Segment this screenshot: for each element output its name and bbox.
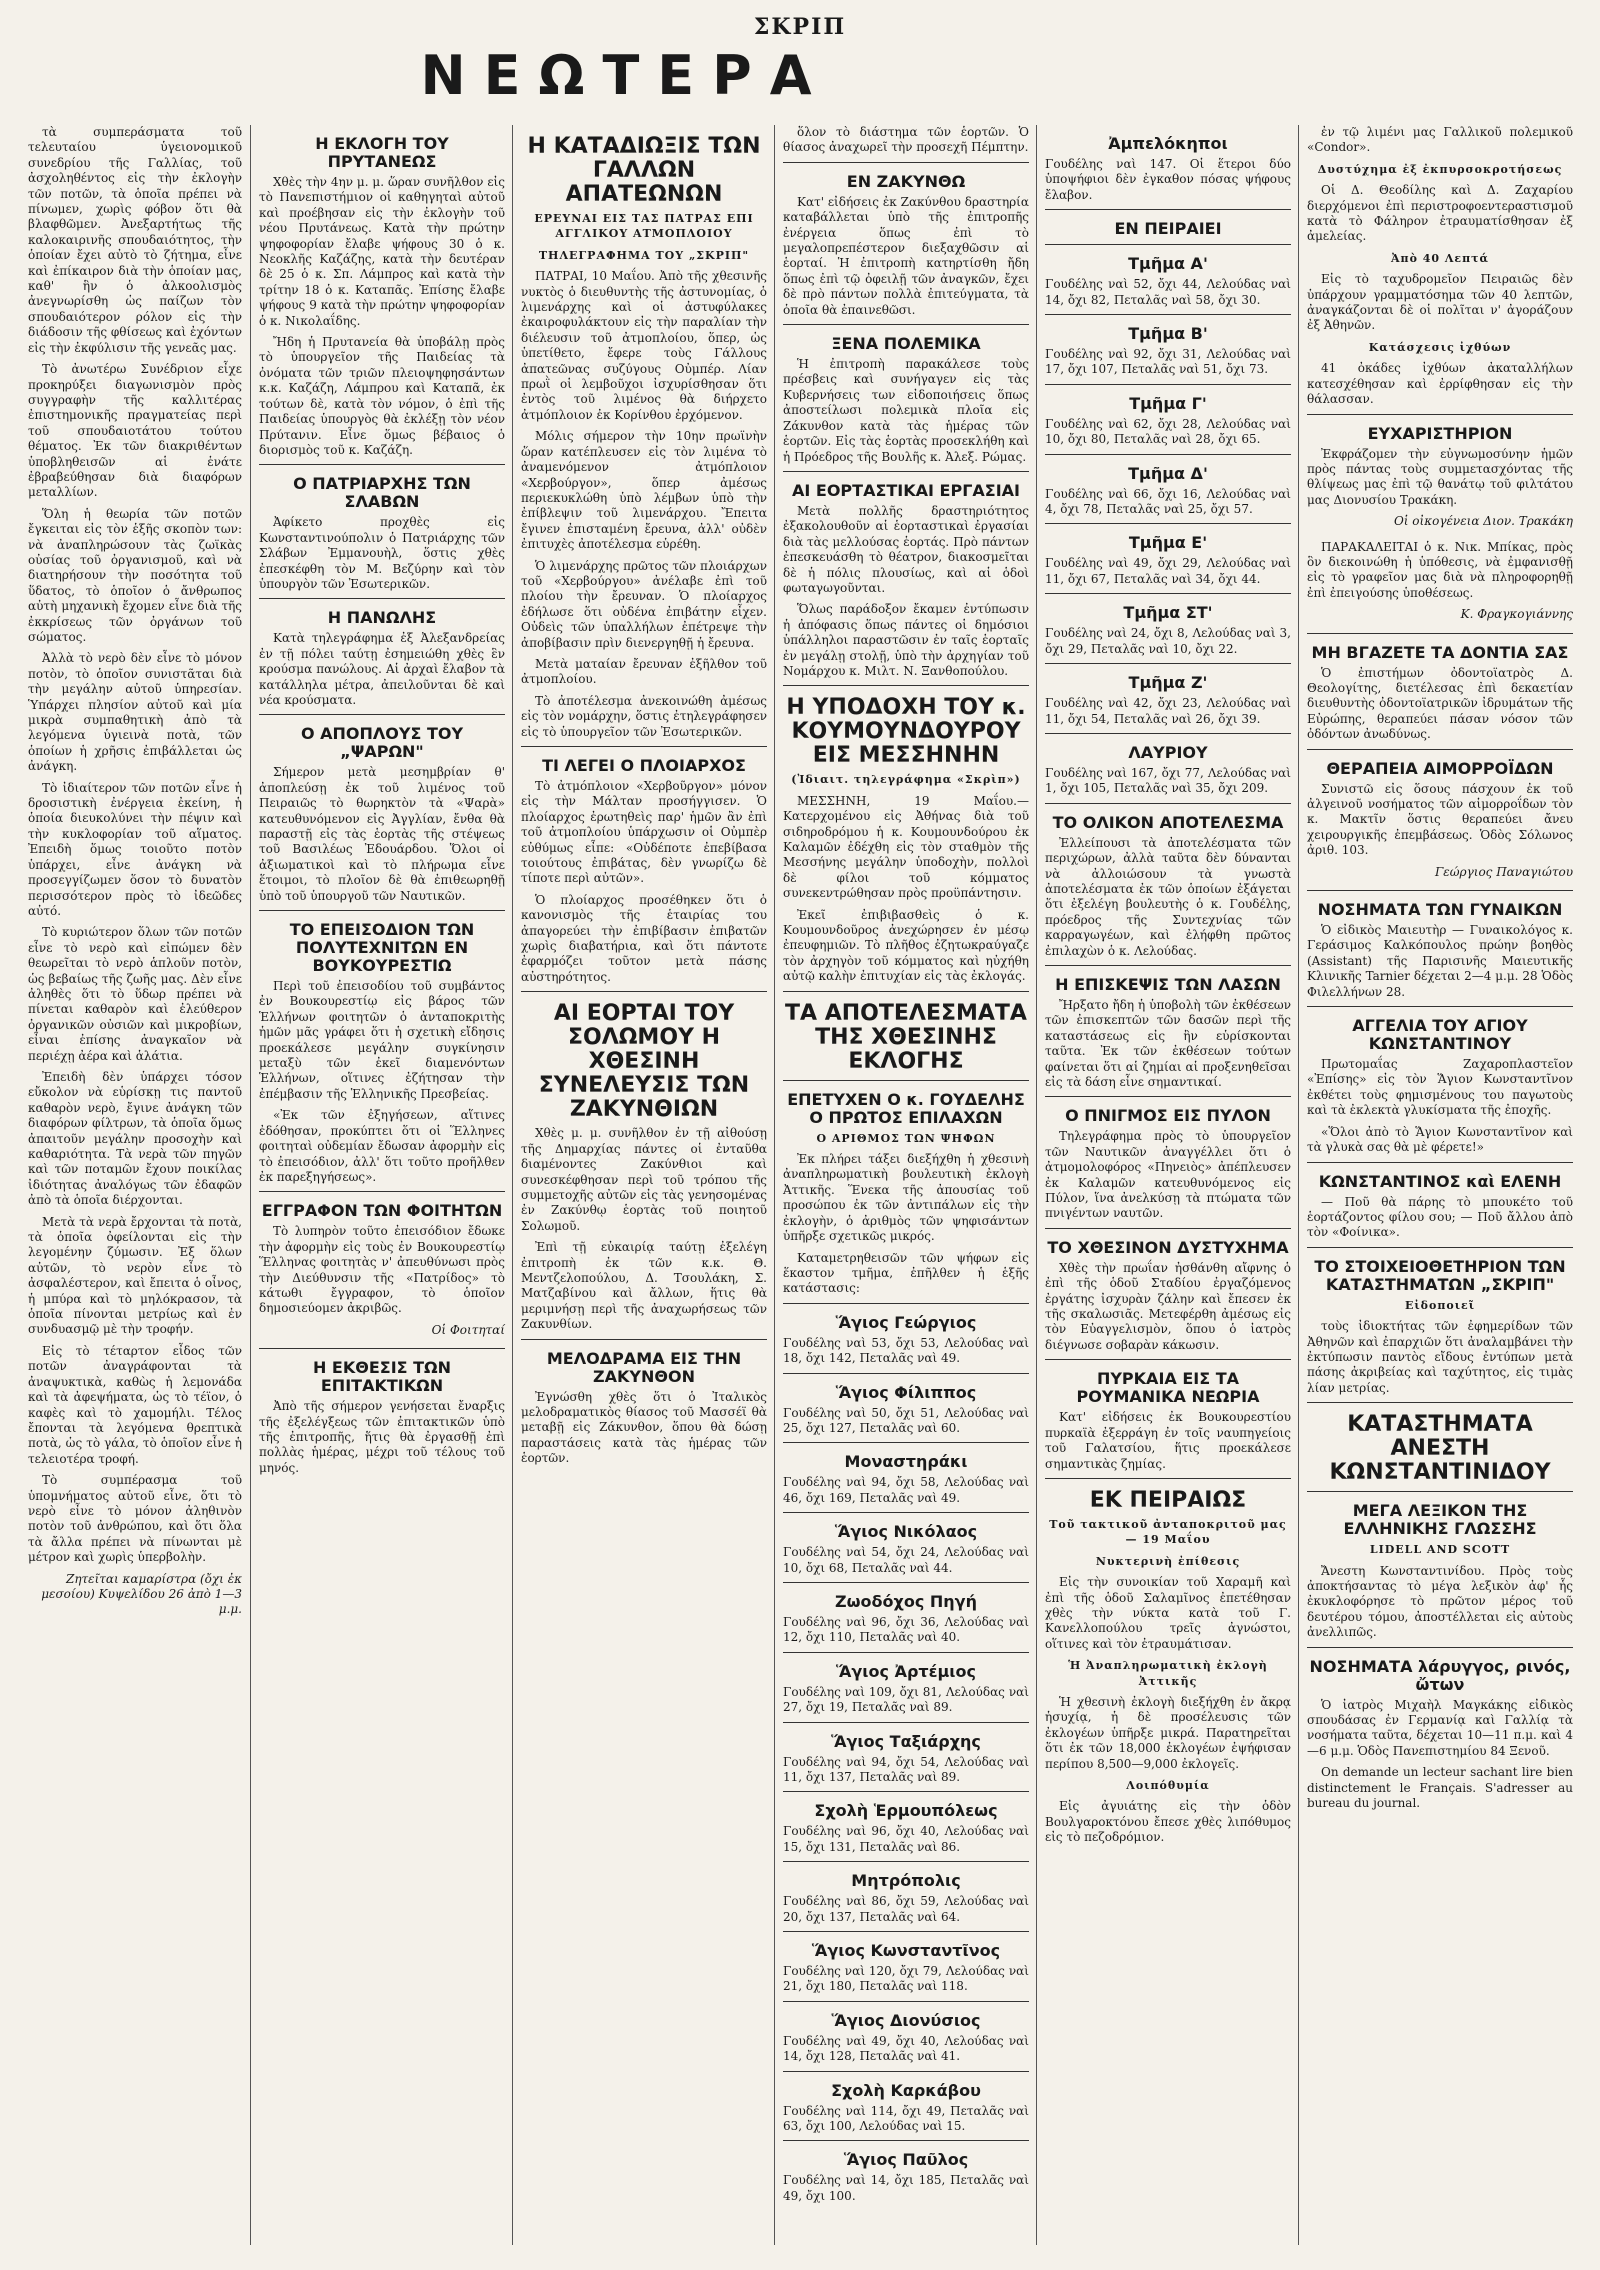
article-headline: Τμῆμα ΣΤ' <box>1123 603 1213 623</box>
article-headline: Τμῆμα Γ' <box>1129 393 1207 413</box>
paragraph: Ἡ χθεσινὴ ἐκλογὴ διεξήχθη ἐν ἄκρᾳ ἡσυχίᾳ, ἡ δὲ προσέλευσις τῶν ἐκλογέων ὑπῆρξε μικρά. Παρατηρεῖται ὅτι ἐκ τῶν 18,000 ἐκλογέων ἐψήφισαν περίπου 8,500—9,000 ἐκλογεῖς. <box>1045 1694 1291 1771</box>
divider <box>521 991 767 992</box>
paragraph: Τὸ λυπηρὸν τοῦτο ἐπεισόδιον ἔδωκε τὴν ἀφορμὴν εἰς τοὺς ἐν Βουκουρεστίῳ Ἕλληνας φοιτητὰς ν' ἀπευθύνωσι πρὸς τὴν Διεύθυνσιν τῆς «Πατρίδος» τὸ κάτωθι ἔγγραφον, τὸ ὁποῖον δημοσιεύομεν ἀκριβῶς. <box>259 1224 505 1316</box>
paragraph: Εἰς τὸ τέταρτον εἶδος τῶν ποτῶν ἀναγράφονται τὰ ἀναψυκτικὰ, καθὼς ἡ λεμονάδα καὶ τὰ ἀφεψήματα, ὡς τὸ τέϊον, ὁ καφὲς καὶ τὸ χαμομήλι. Τέλος ἔπονται τὰ λεγόμενα θρεπτικὰ ποτὰ, ὡς τὸ γάλα, τὸ ὁποῖον εἶνε ἡ τελειοτέρα τροφή. <box>28 1343 242 1466</box>
article-headline: ΤΟ ΣΤΟΙΧΕΙΟΘΕΤΗΡΙΟΝ ΤΩΝ ΚΑΤΑΣΤΗΜΑΤΩΝ „ΣΚΡΙΠ" <box>1314 1256 1566 1294</box>
paragraph: ἐν τῷ λιμένι μας Γαλλικοῦ πολεμικοῦ «Condor». <box>1307 125 1573 155</box>
paragraph: Ὅλως παράδοξον ἔκαμεν ἐντύπωσιν ἡ ἀπόφασις ὅπως πάντες οἱ δημόσιοι ὑπάλληλοι παραστῶσιν ἐν ταῖς ἑορταῖς ἐν μεγάλῃ στολῇ, ὑπὸ τὴν ἀρχηγίαν τοῦ Νομάρχου κ. Μιλτ. Ν. Ξανθοπούλου. <box>783 602 1029 678</box>
divider <box>1307 1247 1573 1248</box>
result-line: Γουδέλης ναὶ 14, ὄχι 185, Πεταλᾶς ναὶ 49, ὄχι 100. <box>783 2173 1029 2203</box>
article-headline: Η ΚΑΤΑΔΙΩΞΙΣ ΤΩΝ ΓΑΛΛΩΝ ΑΠΑΤΕΩΝΩΝ <box>527 134 761 207</box>
paragraph: Ἐπειδὴ δὲν ὑπάρχει τόσον εὔκολον νὰ εὑρίσκῃ τις παντοῦ καθαρὸν νερὸ, ἔγινε ἀνάγκη τῶν διαφόρων φίλτρων, τὰ ὁποῖα ὅμως ἀπαιτοῦν μεγάλην προσοχὴν καὶ καθαριότητα. Τὰ νερὰ τῶν πηγῶν καὶ τῶν ποταμῶν ἔχουν ποικίλας ἰδιότητας ἀναλόγως τῶν ἐδαφῶν ἀπὸ τὰ ὁποῖα διέρχονται. <box>28 1069 242 1208</box>
paragraph: Ἐκφράζομεν τὴν εὐγνωμοσύνην ἡμῶν πρὸς πάντας τοὺς συμμετασχόντας τῆς θλίψεως μας ἐπὶ τῷ θανάτῳ τοῦ φιλτάτου μας Διονυσίου Τρακάκη. <box>1307 446 1573 507</box>
paragraph: Τηλεγράφημα πρὸς τὸ ὑπουργεῖον τῶν Ναυτικῶν ἀναγγέλλει ὅτι ὁ ἀτμομολοφόρος «Πηνειὸς» ἀπέπλευσεν ἐκ Καλαμῶν κατευθυνόμενος εἰς Πύλον, ἵνα ἀνελκύσῃ τὰ πτώματα τῶν πνιγέντων ναυτῶν. <box>1045 1129 1291 1221</box>
paragraph: ὅλον τὸ διάστημα τῶν ἑορτῶν. Ὁ θίασος ἀναχωρεῖ τὴν προσεχῆ Πέμπτην. <box>783 125 1029 155</box>
paragraph: Πρωτομαΐας Ζαχαροπλαστεῖον «Ἐπίσης» εἰς τὸν Ἅγιον Κωνσταντῖνον ἐκθέτει τοὺς φημισμένους του παγωτοὺς καὶ τὰ ἐκλεκτὰ γλυκίσματα τῆς ἐποχῆς. <box>1307 1057 1573 1118</box>
subheadline: ΤΗΛΕΓΡΑΦΗΜΑ ΤΟΥ „ΣΚΡΙΠ" <box>538 248 750 262</box>
result-line: Γουδέλης ναὶ 114, ὄχι 49, Πεταλᾶς ναὶ 63, ὄχι 100, Λελούδας ναὶ 15. <box>783 2103 1029 2134</box>
divider <box>1307 1491 1573 1492</box>
divider <box>1307 749 1573 750</box>
column-5 <box>1036 125 1299 2245</box>
result-line: Γουδέλης ναὶ 109, ὄχι 81, Λελούδας ναὶ 27, ὄχι 19, Πεταλᾶς ναὶ 89. <box>783 1684 1029 1715</box>
article-headline: Τμῆμα Ε' <box>1128 533 1208 553</box>
divider <box>1045 733 1291 734</box>
paragraph: Ἐγνώσθη χθὲς ὅτι ὁ Ἰταλικὸς μελοδραματικὸς θίασος τοῦ Μασσέϊ θὰ μεταβῇ εἰς Ζάκυνθον, ὅπου θὰ δώσῃ παραστάσεις κατὰ τὰς ἡμέρας τῶν ἑορτῶν. <box>521 1389 767 1466</box>
column-2 <box>250 125 513 2245</box>
result-line: Γουδέλης ναὶ 92, ὄχι 31, Λελούδας ναὶ 17, ὄχι 107, Πεταλᾶς ναὶ 51, ὄχι 73. <box>1045 347 1291 377</box>
article-headline: ΜΕΓΑ ΛΕΞΙΚΟΝ ΤΗΣ ΕΛΛΗΝΙΚΗΣ ΓΛΩΣΣΗΣ <box>1343 1501 1537 1539</box>
paragraph: Ἀλλὰ τὸ νερὸ δὲν εἶνε τὸ μόνον ποτὸν, τὸ ὁποῖον συνιστᾶται διὰ τὴν μεγάλην αὐτοῦ ὑπηρεσίαν. Ὑπάρχει πλησίον αὐτοῦ καὶ μία μικρὰ συμπαθητικὴ ἀπὸ τὰ λεγόμενα ὑγιεινὰ ποτὰ, τῶν ὁποίων ἡ χρῆσις ἐπιβάλλεται ὡς ἀνάγκη. <box>28 651 242 774</box>
article-headline: ΤΟ ΕΠΕΙΣΟΔΙΟΝ ΤΩΝ ΠΟΛΥΤΕΧΝΙΤΩΝ ΕΝ ΒΟΥΚΟΥΡΕΣΤΙΩ <box>289 920 475 976</box>
article-headline: Μοναστηράκι <box>844 1452 968 1472</box>
divider <box>1045 1478 1291 1479</box>
paragraph: Ἐκ πλήρει τάξει διεξήχθη ἡ χθεσινὴ ἀναπληρωματικὴ βουλευτικὴ ἐκλογὴ Ἀττικῆς. Ἕνεκα τῆς ἀπουσίας τοῦ προσώπου ἐκ τῶν ἀντιπάλων εἰς τὴν ἐκλογὴν, ὁ ἀριθμὸς τῶν ψηφισάντων ὑπῆρξε σχετικῶς μικρός. <box>783 1152 1029 1244</box>
paragraph: Ἄνεστη Κωνσταντινίδου. Πρὸς τοὺς ἀποκτήσαντας τὸ μέγα λεξικὸν ἀφ' ἧς ἐκυκλοφόρησε τὸ πρῶτον μέρος τοῦ δευτέρου τόμου, ἀποστέλλεται εἰς αὐτοὺς ἀνελλιπῶς. <box>1307 1563 1573 1640</box>
article-headline: Μητρόπολις <box>851 1871 961 1891</box>
paragraph: Ἐπὶ τῇ εὐκαιρίᾳ ταύτῃ ἐξελέγη ἐπιτροπὴ ἐκ τῶν κ.κ. Θ. Μεντζελοπούλου, Δ. Τσουλάκη, Σ. Ματζαβίνου καὶ ἄλλων, ἥτις θὰ μεριμνήσῃ περὶ τῆς ἀναχωρήσεως τῶν Ζακυνθίων. <box>521 1240 767 1332</box>
divider <box>783 1931 1029 1932</box>
signature-line: Κ. Φραγκογιάννης <box>1460 607 1573 622</box>
running-title: ΣΚΡΙΠ <box>753 14 847 40</box>
paragraph: Τὸ συμπέρασμα τοῦ ὑπομνήματος αὐτοῦ εἶνε, ὅτι τὸ νερὸ εἶνε τὸ μόνον ἀληθινὸν ποτὸν τοῦ ἀνθρώπου, καὶ ὅτι ὅλα τὰ ἄλλα πρέπει νὰ πίνωνται μὲ μέτρον καὶ χωρὶς ὑπερβολὴν. <box>28 1473 242 1565</box>
article-headline: ΑΓΓΕΛΙΑ ΤΟΥ ΑΓΙΟΥ ΚΩΝΣΤΑΝΤΙΝΟΥ <box>1352 1016 1528 1054</box>
paragraph: Εἰς ἀγυιάτης εἰς τὴν ὁδὸν Βουλγαροκτόνου ἔπεσε χθὲς λιπόθυμος εἰς τὸ πεζοδρόμιον. <box>1045 1799 1291 1845</box>
article-headline: Ἀμπελόκηποι <box>1108 134 1228 153</box>
signature-line: Οἱ Φοιτηταί <box>431 1322 505 1337</box>
result-line: Γουδέλης ναὶ 66, ὄχι 16, Λελούδας ναὶ 4, ὄχι 78, Πεταλᾶς ναὶ 25, ὄχι 57. <box>1045 486 1291 517</box>
result-line: Γουδέλης ναὶ 94, ὄχι 58, Λελούδας ναὶ 46, ὄχι 169, Πεταλᾶς ναὶ 49. <box>783 1475 1029 1505</box>
divider <box>1045 965 1291 966</box>
article-headline: ΤΟ ΧΘΕΣΙΝΟΝ ΔΥΣΤΥΧΗΜΑ <box>1047 1237 1289 1257</box>
article-headline: Σχολὴ Καρκάβου <box>831 2080 981 2100</box>
subheadline: Νυκτερινὴ ἐπίθεσις <box>1095 1554 1241 1568</box>
article-headline: Τμῆμα Δ' <box>1128 463 1208 483</box>
article-headline: Η ΕΚΘΕΣΙΣ ΤΩΝ ΕΠΙΤΑΚΤΙΚΩΝ <box>312 1358 452 1396</box>
subheadline: (Ἰδιαιτ. τηλεγράφημα «Σκρὶπ») <box>791 773 1021 787</box>
paragraph: Ἡ ἐπιτροπὴ παρακάλεσε τοὺς πρέσβεις καὶ συνήγαγεν εἰς τὰς Κυβερνήσεις των εἰδοποιήσεις ὅπως ἀποστείλωσι πολεμικὰ πλοῖα εἰς Ζάκυνθον κατὰ τὰς ἡμέρας τῶν ἑορτῶν. Εἰς τὰς ἑορτὰς προσεκλήθη καὶ ἡ Πρόεδρος τῆς Βουλῆς κ. Ἀλεξ. Ρώμας. <box>783 357 1029 464</box>
divider <box>1045 1359 1291 1360</box>
article-headline: Ο ΠΝΙΓΜΟΣ ΕΙΣ ΠΥΛΟΝ <box>1065 1106 1271 1126</box>
column-6 <box>1298 125 1581 2245</box>
divider <box>783 1303 1029 1304</box>
paragraph: On demande un lecteur sachant lire bien distinctement le Français. S'adresser au bureau du journal. <box>1307 1765 1573 1811</box>
column-1 <box>20 125 250 2245</box>
article-headline: Η ΕΠΙΣΚΕΨΙΣ ΤΩΝ ΛΑΣΩΝ <box>1055 974 1281 994</box>
paragraph: Τὸ ἰδιαίτερον τῶν ποτῶν εἶνε ἡ δροσιστικὴ ἐνέργεια ἐκείνη, ἡ ὁποία διευκολύνει τὴν πέψιν καὶ τὴν κυκλοφορίαν τοῦ αἵματος. Ἐπειδὴ ὅμως τοιοῦτο ποτὸν ὑπάρχει, εἶνε ἀνάγκη νὰ προσεγγίζωμεν ὅσον τὸ δυνατὸν περισσότερον πρὸς τὸ ἰδεῶδες αὐτό. <box>28 780 242 918</box>
column-4 <box>774 125 1037 2245</box>
paragraph: Ἀπὸ τῆς σήμερον γενήσεται ἔναρξις τῆς ἐξελέγξεως τῶν ἐπιτακτικῶν ὑπὸ τῆς ἐπιτροπῆς, ἥτις θὰ ἐργασθῇ ἐπὶ πολλὰς ἡμέρας, μέχρι τοῦ τέλους τοῦ μηνός. <box>259 1399 505 1475</box>
subheadline: Δυστύχημα ἐξ ἐκπυρσοκροτήσεως <box>1317 162 1563 176</box>
paragraph: Καταμετρηθεισῶν τῶν ψήφων εἰς ἕκαστον τμῆμα, ἐπῆλθεν ἡ ἑξῆς κατάστασις: <box>783 1250 1029 1296</box>
result-line: Γουδέλης ναὶ 86, ὄχι 59, Λελούδας ναὶ 20, ὄχι 137, Πεταλᾶς ναὶ 64. <box>783 1894 1029 1924</box>
result-line: Γουδέλης ναὶ 62, ὄχι 28, Λελούδας ναὶ 10, ὄχι 80, Πεταλᾶς ναὶ 28, ὄχι 65. <box>1045 416 1291 447</box>
paragraph: Μετὰ πολλῆς δραστηριότητος ἐξακολουθοῦν αἱ ἑορταστικαὶ ἐργασίαι διὰ τὰς μελλούσας ἑορτάς. Πρὸ πάντων ἐπεσκευάσθη τὸ θέατρον, διακοσμεῖται δὲ ἡ πόλις πλουσίως, καὶ αἱ ὁδοὶ φωταγωγοῦνται. <box>783 503 1029 595</box>
divider <box>1045 593 1291 594</box>
divider <box>783 685 1029 686</box>
article-headline: ΝΟΣΗΜΑΤΑ ΤΩΝ ΓΥΝΑΙΚΩΝ <box>1317 900 1563 920</box>
paragraph: ΠΑΡΑΚΑΛΕΙΤΑΙ ὁ κ. Νικ. Μπίκας, πρὸς ὃν διεκοινώθη ἡ ὑπόθεσις, νὰ ἐμφανισθῇ εἰς τὸ γραφεῖον μας διὰ νὰ πληροφορηθῇ ἐπὶ ἐπειγούσης ὑποθέσεως. <box>1307 539 1573 600</box>
result-line: Γουδέλης ναὶ 24, ὄχι 8, Λελούδας ναὶ 3, ὄχι 29, Πεταλᾶς ναὶ 10, ὄχι 22. <box>1045 626 1291 656</box>
article-headline: ΤΑ ΑΠΟΤΕΛΕΣΜΑΤΑ ΤΗΣ ΧΘΕΣΙΝΗΣ ΕΚΛΟΓΗΣ <box>785 1000 1027 1074</box>
paragraph: Μόλις σήμερον τὴν 10ην πρωϊνὴν ὥραν κατέπλευσεν εἰς τὸν λιμένα τὸ ἀναμενόμενον ἀτμόπλοιον «Χερβούργον», ὅπερ ἀμέσως περιεκυκλώθη ὑπὸ λέμβων ὑπὸ τὴν ἐπίβλεψιν τοῦ λιμενάρχου. Ἔπειτα ἔγινεν ἐπισταμένη ἔρευνα, ἀλλ' οὐδὲν ἐπιτυχὲς ἀποτέλεσμα εὑρέθη. <box>521 429 767 552</box>
article-headline: Ἅγιος Κωνσταντῖνος <box>811 1941 1001 1961</box>
subheadline: Τοῦ τακτικοῦ ἀνταποκριτοῦ μας — 19 Μαΐου <box>1049 1517 1287 1547</box>
divider <box>783 1373 1029 1374</box>
signature-line: Γεώργιος Παναγιώτου <box>1434 864 1573 879</box>
article-headline: ΤΙ ΛΕΓΕΙ Ο ΠΛΟΙΑΡΧΟΣ <box>542 756 746 775</box>
article-headline: ΕΥΧΑΡΙΣΤΗΡΙΟΝ <box>1367 423 1513 443</box>
article-headline: ΞΕΝΑ ΠΟΛΕΜΙΚΑ <box>831 334 981 354</box>
paragraph: Ἀφίκετο προχθὲς εἰς Κωνσταντινούπολιν ὁ Πατριάρχης τῶν Σλάβων Ἐμμανουὴλ, ὅστις χθὲς ἐπεσκέφθη τὸν Μ. Βεζύρην καὶ τὸν ὑπουργὸν τῶν Ἐσωτερικῶν. <box>259 515 505 591</box>
article-headline: ΕΓΓΡΑΦΟΝ ΤΩΝ ΦΟΙΤΗΤΩΝ <box>261 1201 503 1221</box>
paragraph: Ἐκεῖ ἐπιβιβασθεὶς ὁ κ. Κουμουνδοῦρος ἀνεχώρησεν ἐν μέσῳ ἐπευφημιῶν. Τὸ πλῆθος ἐζητωκραύγαζε τὸν ἀρχηγὸν τοῦ κόμματος καὶ ηὐχήθη αὐτῷ καλὴν ἐπιτυχίαν εἰς τὰς ἐκλογάς. <box>783 907 1029 984</box>
divider <box>783 1722 1029 1723</box>
article-headline: Ζωοδόχος Πηγή <box>835 1591 977 1611</box>
divider <box>1045 314 1291 315</box>
article-headline: Τμῆμα Ζ' <box>1128 673 1208 693</box>
divider <box>783 991 1029 992</box>
article-headline: ΚΑΤΑΣΤΗΜΑΤΑ ΑΝΕΣΤΗ ΚΩΝΣΤΑΝΤΙΝΙΔΟΥ <box>1329 1412 1551 1486</box>
divider <box>783 2140 1029 2141</box>
subheadline: Ἀπὸ 40 Λεπτά <box>1390 251 1490 265</box>
divider <box>783 1582 1029 1583</box>
result-line: Γουδέλης ναὶ 49, ὄχι 40, Λελούδας ναὶ 14, ὄχι 128, Πεταλᾶς ναὶ 41. <box>783 2033 1029 2064</box>
article-headline: ΕΝ ΠΕΙΡΑΙΕΙ <box>1114 219 1222 239</box>
result-line: Γουδέλης ναὶ 54, ὄχι 24, Λελούδας ναὶ 10, ὄχι 68, Πεταλᾶς ναὶ 44. <box>783 1545 1029 1575</box>
paragraph: Ὁ εἰδικὸς Μαιευτὴρ — Γυναικολόγος κ. Γεράσιμος Καλκόπουλος πρώην βοηθὸς (Assistant) τῆς Παρισινῆς Μαιευτικῆς Κλινικῆς Tarnier δέχεται 2—4 μ.μ. 28 Ὁδὸς Φιλελλήνων 28. <box>1307 923 1573 999</box>
divider <box>1307 633 1573 634</box>
signature-line: Οἱ οἰκογένεια Διον. Τρακάκη <box>1393 514 1573 529</box>
article-headline: Ἅγιος Διονύσιος <box>831 2010 981 2030</box>
divider <box>521 746 767 747</box>
divider <box>1045 384 1291 385</box>
result-line: Γουδέλης ναὶ 42, ὄχι 23, Λελούδας ναὶ 11, ὄχι 54, Πεταλᾶς ναὶ 26, ὄχι 39. <box>1045 696 1291 726</box>
paragraph: Ὅλη ἡ θεωρία τῶν ποτῶν ἔγκειται εἰς τὸν ἑξῆς σκοπὸν των: νὰ ἀναπληρώσουν τὰς ζωϊκὰς οὐσίας τοῦ ὀργανισμοῦ, καὶ νὰ διατηρήσουν τὴν ποσότητα τοῦ ὕδατος, τὸ ὁποῖον ὁ ἄνθρωπος αὐτὴ μηχανικὴ ἔχομεν εἶνε διὰ τῆς ἐκκρίσεως τῶν ὀργάνων τοῦ σώματος. <box>28 506 242 644</box>
article-headline: Ἅγιος Γεώργιος <box>835 1312 977 1332</box>
article-headline: ΜΗ ΒΓΑΖΕΤΕ ΤΑ ΔΟΝΤΙΑ ΣΑΣ <box>1311 642 1569 662</box>
divider <box>1307 1402 1573 1403</box>
paragraph: Χθὲς τὴν πρωΐαν ἠσθάνθη αἴφνης ὁ ἐπὶ τῆς ὁδοῦ Σταδίου ἐργαζόμενος ἐργάτης ἰσχυρὰν ζάλην καὶ ἔπεσεν ἐκ τῆς σκαλωσιᾶς. Μετεφέρθη ἀμέσως εἰς τὸν Εὐαγγελισμὸν, ὅπου ὁ ἰατρὸς διέγνωσε σοβαρὰν κάκωσιν. <box>1045 1260 1291 1352</box>
result-line: Γουδέλης ναὶ 50, ὄχι 51, Λελούδας ναὶ 25, ὄχι 127, Πεταλᾶς ναὶ 60. <box>783 1405 1029 1435</box>
subheadline: Ο ΑΡΙΘΜΟΣ ΤΩΝ ΨΗΦΩΝ <box>816 1131 996 1145</box>
paragraph: Χθὲς τὴν 4ην μ. μ. ὥραν συνῆλθον εἰς τὸ Πανεπιστήμιον οἱ καθηγηταὶ αὐτοῦ καὶ προέβησαν εἰς τὴν ἐκλογὴν τοῦ νέου Πρυτάνεως. Κατὰ τὴν πρώτην ψηφοφορίαν ἔλαβε ψήφους 30 ὁ κ. Νεοκλῆς Καζάζης, κατὰ τὴν δευτέραν δὲ 25 ὁ κ. Σπ. Λάμπρος καὶ κατὰ τὴν τρίτην 18 ὁ κ. Καταπᾶς. Ἐπίσης ἔλαβε ψήφους 9 κατὰ τὴν πρώτην ψηφοφορίαν ὁ κ. Νικολαΐδης. <box>259 175 505 328</box>
article-headline: Τμῆμα Α' <box>1128 254 1208 274</box>
article-headline: ΤΟ ΟΛΙΚΟΝ ΑΠΟΤΕΛΕΣΜΑ <box>1052 812 1284 832</box>
article-headline: ΕΝ ΖΑΚΥΝΘΩ <box>846 171 966 191</box>
article-headline: Ἅγιος Παῦλος <box>843 2150 969 2170</box>
article-headline: Η ΥΠΟΔΟΧΗ ΤΟΥ κ. ΚΟΥΜΟΥΝΔΟΥΡΟΥ ΕΙΣ ΜΕΣΣΗΝΗΝ <box>786 695 1026 769</box>
paragraph: — Ποῦ θὰ πάρης τὸ μπουκέτο τοῦ ἑορτάζοντος φίλου σου; — Ποῦ ἄλλου ἀπὸ τὸν «Φοίνικα». <box>1307 1194 1573 1240</box>
result-line: Γουδέλης ναὶ 52, ὄχι 44, Λελούδας ναὶ 14, ὄχι 82, Πεταλᾶς ναὶ 58, ὄχι 30. <box>1045 277 1291 307</box>
divider <box>259 464 505 465</box>
divider <box>783 162 1029 163</box>
article-headline: Σχολὴ Ἑρμουπόλεως <box>814 1801 998 1821</box>
article-headline: Ο ΑΠΟΠΛΟΥΣ ΤΟΥ „ΨΑΡΩΝ" <box>300 724 464 762</box>
divider <box>1307 1162 1573 1163</box>
divider <box>783 2001 1029 2002</box>
divider <box>1045 209 1291 210</box>
paragraph: Τὸ ἀποτέλεσμα ἀνεκοινώθη ἀμέσως εἰς τὸν νομάρχην, ὅστις ἐτηλεγράφησεν εἰς τὸ ὑπουργεῖον τῶν Ἐσωτερικῶν. <box>521 693 767 739</box>
result-line: Γουδέλης ναὶ 53, ὄχι 53, Λελούδας ναὶ 18, ὄχι 142, Πεταλᾶς ναὶ 49. <box>783 1335 1029 1366</box>
column-3 <box>512 125 775 2245</box>
paragraph: Κατ' εἰδήσεις ἐκ Βουκουρεστίου πυρκαϊὰ ἐξερράγη ἐν τοῖς ναυπηγείοις τοῦ Γαλατσίου, ἥτις προεκάλεσε σημαντικὰς ζημίας. <box>1045 1410 1291 1471</box>
paragraph: Κατ' εἰδήσεις ἐκ Ζακύνθου δραστηρία καταβάλλεται ὑπὸ τῆς ἐπιτροπῆς ἐνέργεια ὅπως ἐπὶ τὸ μεγαλοπρεπέστερον διεξαχθῶσιν αἱ ἑορταί. Ἡ ἐπιτροπὴ κατηρτίσθη ἤδη ὅπως ἐπὶ τῷ ὀφειλῇ τῶν ἀναγκῶν, ἔχει δὲ πρὸ πάντων πολλὰ ἐπιτεύγματα, τὰ ὁποῖα θὰ ἐπαινεθῶσι. <box>783 194 1029 317</box>
article-headline: ΛΑΥΡΙΟΥ <box>1128 742 1208 762</box>
result-line: Γουδέλης ναὶ 94, ὄχι 54, Λελούδας ναὶ 11, ὄχι 137, Πεταλᾶς ναὶ 89. <box>783 1754 1029 1784</box>
article-headline: ΑΙ ΕΟΡΤΑΙ ΤΟΥ ΣΟΛΩΜΟΥ Η ΧΘΕΣΙΝΗ ΣΥΝΕΛΕΥΣΙΣ ΤΩΝ ΖΑΚΥΝΘΙΩΝ <box>538 1001 750 1123</box>
divider <box>1307 1647 1573 1648</box>
article-headline: Ἅγιος Νικόλαος <box>834 1522 978 1542</box>
article-headline: ΝΟΣΗΜΑΤΑ λάρυγγος, ρινός, ὤτων <box>1309 1656 1571 1694</box>
divider <box>259 714 505 715</box>
paragraph: Ὁ λιμενάρχης πρῶτος τῶν πλοιάρχων τοῦ «Χερβούργου» ἀνέλαβε ἐπὶ τοῦ πλοίου τὴν ἔρευναν. Ὁ πλοίαρχος ἐδήλωσε ὅτι οὐδένα ἐπιβάτην εἶχεν. Οὐδεὶς τῶν ὑπαλλήλων ἐπέτρεψε τὴν ἀποβίβασιν πρὶν διενεργηθῇ ἡ ἔρευνα. <box>521 558 767 650</box>
divider <box>1045 1228 1291 1229</box>
paragraph: τὰ συμπεράσματα τοῦ τελευταίου ὑγειονομικοῦ συνεδρίου τῆς Γαλλίας, τοῦ ἀσχοληθέντος εἰς τὴν ἐκλογὴν τῶν ποτῶν, τὰ ὁποῖα πρέπει νὰ πίνωμεν, χωρὶς φόβον ὅτι θὰ βλαφθῶμεν. Ἀνεξαρτήτως τῆς καλοκαιρινῆς σπουδαιότητος, τὴν ὁποίαν ἔχει αὐτὸ τὸ ζήτημα, εἶνε καὶ ἐπίκαιρον διὰ τὴν ὁποίαν μας, καθ' ἣν ὁ ἀλκοολισμὸς ἀνεγνωρίσθη ὡς παίζων τὸν σπουδαιότερον ρόλον εἰς τὴν διάδοσιν τῆς φθίσεως καὶ ἐχόντων εἰς τὴν ἐκφύλισιν τῆς γενεᾶς μας. <box>28 125 242 355</box>
paragraph: Ὁ πλοίαρχος προσέθηκεν ὅτι ὁ κανονισμὸς τῆς ἑταιρίας του ἀπαγορεύει τὴν ἐπιβίβασιν ἐπιβατῶν χωρὶς διαβατήρια, καὶ ὅτι πάντοτε ἐφαρμόζει τοῦτον μετὰ πάσης αὐστηρότητος. <box>521 892 767 984</box>
paragraph: ΜΕΣΣΗΝΗ, 19 Μαΐου.—Κατερχομένου εἰς Ἀθήνας διὰ τοῦ σιδηροδρόμου ἡ κ. Κουμουνδούρου ἐκ Καλαμῶν ἐδέχθη εἰς τὸν σταθμὸν τῆς Μεσσήνης μεγάλην ὑποδοχὴν, πολλοὶ δὲ φίλοι τοῦ κόμματος συνεκεντρώθησαν πρὸς προϋπάντησιν. <box>783 793 1029 901</box>
paragraph: ΠΑΤΡΑΙ, 10 Μαΐου. Ἀπὸ τῆς χθεσινῆς νυκτὸς ὁ διευθυντὴς τῆς ἀστυνομίας, ὁ λιμενάρχης καὶ οἱ ἀστυφύλακες ἐκαιροφυλάκτουν εἰς τὴν παραλίαν τὴν διέλευσιν τοῦ ἀτμοπλοίου, ὅπερ, ὡς ὑπετίθετο, ἔφερε τοὺς Γάλλους ἀπατεῶνας συζύγους Οὐμπέρ. Λίαν πρωῒ οἱ λεμβοῦχοι ἰσχυρίσθησαν ὅτι ἐντὸς τοῦ λιμένος θὰ διήρχετο ἀτμόπλοιον ἐκ Κορίνθου ἐρχόμενον. <box>521 269 767 422</box>
result-line: Γουδέλης ναὶ 167, ὄχι 77, Λελούδας ναὶ 1, ὄχι 105, Πεταλᾶς ναὶ 35, ὄχι 209. <box>1045 765 1291 796</box>
divider <box>1307 1006 1573 1007</box>
divider <box>783 1512 1029 1513</box>
divider <box>783 2071 1029 2072</box>
paragraph: Μετὰ ματαίαν ἔρευναν ἐξῆλθον τοῦ ἀτμοπλοίου. <box>521 656 767 687</box>
article-headline: ΚΩΝΣΤΑΝΤΙΝΟΣ καὶ ΕΛΕΝΗ <box>1318 1171 1562 1191</box>
paragraph: Εἰς τὸ ταχυδρομεῖον Πειραιῶς δὲν ὑπάρχουν γραμματόσημα τῶν 40 λεπτῶν, ἀναγκάζονται δὲ οἱ πολῖται ν' ἀγοράζουν ἐξ Ἀθηνῶν. <box>1307 272 1573 333</box>
result-line: Γουδέλης ναὶ 147. Οἱ ἕτεροι δύο ὑποψήφιοι δὲν ἐγκαθον πόσας ψήφους ἔλαβον. <box>1045 157 1291 202</box>
subheadline: Κατάσχεσις ἰχθύων <box>1368 340 1512 354</box>
paragraph: Περὶ τοῦ ἐπεισοδίου τοῦ συμβάντος ἐν Βουκουρεστίῳ εἰς βάρος τῶν Ἑλλήνων φοιτητῶν ὁ ἀνταποκριτὴς ἡμῶν μᾶς γράφει ὅτι ἡ σχετικὴ εἴδησις προεκάλεσε μεγάλην συγκίνησιν μεταξὺ τῶν ἐκεῖ διαμενόντων Ἑλλήνων, οἵτινες ἐζήτησαν τὴν ἐπέμβασιν τῆς Ἑλληνικῆς Πρεσβείας. <box>259 979 505 1101</box>
article-headline: Η ΕΚΛΟΓΗ ΤΟΥ ΠΡΥΤΑΝΕΩΣ <box>315 134 449 171</box>
divider <box>259 598 505 599</box>
article-headline: Ἅγιος Φίλιππος <box>835 1382 977 1402</box>
divider <box>783 1442 1029 1443</box>
paragraph: Κατὰ τηλεγράφημα ἐξ Ἀλεξανδρείας ἐν τῇ πόλει ταύτῃ ἐσημειώθη χθὲς ἓν κρούσμα πανώλους. Αἱ ἀρχαὶ ἔλαβον τὰ κατάλληλα μέτρα, ἀπειλοῦνται δὲ καὶ νέα κρούσματα. <box>259 631 505 707</box>
paragraph: Ὁ ἰατρὸς Μιχαὴλ Μαγκάκης εἰδικὸς σπουδάσας ἐν Γερμανίᾳ καὶ Γαλλίᾳ τὰ νοσήματα ταῦτα, δέχεται 10—11 π.μ. καὶ 4—6 μ.μ. Ὁδὸς Πανεπιστημίου 84 Ξενοῦ. <box>1307 1697 1573 1758</box>
paragraph: Τὸ ἀνωτέρω Συνέδριον εἶχε προκηρύξει διαγωνισμὸν πρὸς συγγραφὴν τῆς καλλιτέρας ἐπιστημονικῆς πραγματείας περὶ τοῦ σπουδαιοτάτου τούτου θέματος. Ἐκ τῶν διακριθέντων ὑποβληθεισῶν αἱ ἑνάτε ἐβραβεύθησαν διὰ διαφόρων μεταλλίων. <box>28 362 242 500</box>
paragraph: Τὸ κυριώτερον ὅλων τῶν ποτῶν εἶνε τὸ νερὸ καὶ εἰπώμεν δὲν θεωρεῖται τὸ νερὸ ἁπλοῦν ποτὸν, ὡς βεβαίως τῆς ζωῆς μας. Δὲν εἶνε ἀληθὲς ὅτι τὸ ὕδωρ πρέπει νὰ πίνεται καθαρὸν καὶ ἐλεύθερον ὀργανικῶν οὐσιῶν καὶ μικροβίων, εἶναι ἐπίσης ἀναγκαῖον νὰ περιέχῃ ἀέρα καὶ ἁλάτια. <box>28 925 242 1063</box>
paragraph: Μετὰ τὰ νερὰ ἔρχονται τὰ ποτὰ, τὰ ὁποῖα ὀφείλονται εἰς τὴν λεγομένην ζύμωσιν. Ἐξ ὅλων αὐτῶν, τὸ νερὸν εἶνε τὸ ἀσφαλέστερον, καὶ ἔπειτα ὁ οἶνος, ἡ μπύρα καὶ τὸ μηλόκρασον, τὰ ὁποῖα πίνονται μετρίως καὶ ἐν συνδυασμῷ μὲ τὴν τροφήν. <box>28 1214 242 1337</box>
paragraph: 41 ὀκάδες ἰχθύων ἀκαταλλήλων κατεσχέθησαν καὶ ἐρρίφθησαν εἰς τὴν θάλασσαν. <box>1307 361 1573 407</box>
divider <box>259 1348 505 1349</box>
article-headline: Ἅγιος Ταξιάρχης <box>831 1731 981 1751</box>
paragraph: «Ἐκ τῶν ἐξηγήσεων, αἵτινες ἐδόθησαν, προκύπτει ὅτι οἱ Ἕλληνες φοιτηταὶ οὐδεμίαν ἔδωσαν ἀφορμὴν εἰς τὸ ἐπεισόδιον, ἀλλ' ὅτι τοῦτο προῆλθεν ἐκ παρεξηγήσεως». <box>259 1108 505 1184</box>
divider <box>783 1861 1029 1862</box>
paragraph: Εἰς τὴν συνοικίαν τοῦ Χαραμῆ καὶ ἐπὶ τῆς ὁδοῦ Σαλαμῖνος ἐπετέθησαν χθὲς τὴν νύκτα κατὰ τοῦ Γ. Κανελλοπούλου τρεῖς ἀγνώστοι, οἵτινες καὶ τὸν ἐτραυμάτισαν. <box>1045 1575 1291 1651</box>
divider <box>1307 414 1573 415</box>
paragraph: Ἐλλείπουσι τὰ ἀποτελέσματα τῶν περιχώρων, ἀλλὰ ταῦτα δὲν δύνανται νὰ ἀλλοιώσουν τὰ γνωστὰ ἀποτελέσματα ἐκ τῶν ὁποίων ἐξάγεται ὅτι ἐξελέγη βουλευτὴς ὁ κ. Γουδέλης, πρόεδρος τῆς Συντεχνίας τῶν καρραγωγέων, καὶ ἐλήφθη πρῶτος ἐπιλαχὼν ὁ κ. Λελούδας. <box>1045 835 1291 958</box>
article-headline: Τμῆμα Β' <box>1128 324 1208 344</box>
paragraph: «Ὅλοι ἀπὸ τὸ Ἅγιον Κωνσταντῖνον καὶ τὰ γλυκὰ σας θὰ μὲ φέρετε!» <box>1307 1124 1573 1155</box>
paragraph: Ὁ ἐπιστήμων ὀδοντοϊατρὸς Δ. Θεολογίτης, διετέλεσας ἐπὶ δεκαετίαν διευθυντὴς ὀδοντοϊατρικῶν ἰδρυμάτων τῆς Εὐρώπης, θεραπεύει πάσαν νόσον τῶν ὀδόντων ἀνωδύνως. <box>1307 665 1573 742</box>
article-headline: ΜΕΛΟΔΡΑΜΑ ΕΙΣ ΤΗΝ ΖΑΚΥΝΘΟΝ <box>546 1348 742 1386</box>
article-headline: Η ΠΑΝΩΛΗΣ <box>327 608 437 628</box>
paragraph: τοὺς ἰδιοκτήτας τῶν ἐφημερίδων τῶν Ἀθηνῶν καὶ ἐπαρχιῶν ὅτι ἀναλαμβάνει τὴν ἐκτύπωσιν παντὸς εἴδους ἐντύπων μετὰ πάσης ἀκριβείας καὶ ταχύτητος, εἰς τιμὰς λίαν μετρίας. <box>1307 1319 1573 1395</box>
divider <box>1045 803 1291 804</box>
divider <box>1045 1096 1291 1097</box>
paragraph: Χθὲς μ. μ. συνῆλθον ἐν τῇ αἰθούσῃ τῆς Δημαρχίας πάντες οἱ ἐνταῦθα διαμένοντες Ζακύνθιοι καὶ συνεσκέφθησαν περὶ τοῦ τρόπου τῆς συμμετοχῆς αὐτῶν εἰς τὰς γενησομένας ἐν Ζακύνθῳ ἑορτὰς τοῦ ποιητοῦ Σολωμοῦ. <box>521 1126 767 1233</box>
divider <box>783 471 1029 472</box>
result-line: Γουδέλης ναὶ 96, ὄχι 36, Λελούδας ναὶ 12, ὄχι 110, Πεταλᾶς ναὶ 40. <box>783 1614 1029 1645</box>
article-headline: ΠΥΡΚΑΙΑ ΕΙΣ ΤΑ ΡΟΥΜΑΝΙΚΑ ΝΕΩΡΙΑ <box>1076 1369 1260 1407</box>
divider <box>1045 523 1291 524</box>
subheadline: Εἰδοποιεῖ <box>1404 1298 1476 1312</box>
subheadline: ΕΡΕΥΝΑΙ ΕΙΣ ΤΑΣ ΠΑΤΡΑΣ ΕΠΙ ΑΓΓΛΙΚΟΥ ΑΤΜΟΠΛΟΙΟΥ <box>534 212 754 241</box>
result-line: Γουδέλης ναὶ 120, ὄχι 79, Λελούδας ναὶ 21, ὄχι 180, Πεταλᾶς ναὶ 118. <box>783 1964 1029 1994</box>
paragraph: Σήμερον μετὰ μεσημβρίαν θ' ἀποπλεύσῃ ἐκ τοῦ λιμένος τοῦ Πειραιῶς τὸ θωρηκτὸν τὰ «Ψαρὰ» κατευθυνόμενον εἰς Ἀγγλίαν, ἔνθα θὰ παραστῇ εἰς τὰς ἑορτὰς τῆς στέψεως τοῦ Βασιλέως Ἐδουάρδου. Ὅλοι οἱ ἀξιωματικοὶ καὶ τὸ πλήρωμα εἶνε ἕτοιμοι, τὸ πλοῖον δὲ θὰ ἐπιθεωρηθῇ ὑπὸ τοῦ ὑπουργοῦ τῶν Ναυτικῶν. <box>259 765 505 903</box>
subheadline: LIDELL AND SCOTT <box>1369 1543 1511 1557</box>
subheadline: Λοιπόθυμία <box>1126 1779 1210 1792</box>
divider <box>1045 454 1291 455</box>
divider <box>1045 244 1291 245</box>
divider <box>783 1080 1029 1081</box>
divider <box>783 1791 1029 1792</box>
article-headline: Ο ΠΑΤΡΙΑΡΧΗΣ ΤΩΝ ΣΛΑΒΩΝ <box>293 474 471 512</box>
divider <box>1307 890 1573 891</box>
result-line: Γουδέλης ναὶ 96, ὄχι 40, Λελούδας ναὶ 15, ὄχι 131, Πεταλᾶς ναὶ 86. <box>783 1824 1029 1854</box>
divider <box>521 1339 767 1340</box>
divider <box>259 910 505 911</box>
signature-line: Ζητεῖται καμαρίστρα (ὄχι ἐκ μεσοίου) Κυψελίδου 26 ἀπὸ 1—3 μ.μ. <box>41 1571 242 1617</box>
divider <box>1045 663 1291 664</box>
article-headline: Ἅγιος Ἀρτέμιος <box>835 1661 977 1681</box>
paragraph: Ἤδη ἡ Πρυτανεία θὰ ὑποβάλῃ πρὸς τὸ ὑπουργεῖον τῆς Παιδείας τὰ ὀνόματα τῶν τριῶν πλειοψηφησάντων κ.κ. Καζάζη, Λάμπρου καὶ Καταπᾶ, ἐκ τούτων δὲ, κατὰ τὸν νόμον, ὁ ἐπὶ τῆς Παιδείας ὑπουργὸς θὰ ἐκλέξῃ τὸν νέον Πρύτανιν. Εἶνε ὅμως βέβαιος ὁ διορισμὸς τοῦ κ. Καζάζη. <box>259 335 505 457</box>
result-line: Γουδέλης ναὶ 49, ὄχι 29, Λελούδας ναὶ 11, ὄχι 67, Πεταλᾶς ναὶ 34, ὄχι 44. <box>1045 556 1291 586</box>
section-title: ΝΕΩΤΕΡΑ <box>420 44 830 107</box>
columns <box>20 125 1580 2245</box>
paragraph: Τὸ ἀτμόπλοιον «Χερβοῦργον» μόνον εἰς τὴν Μάλταν προσήγγισεν. Ὁ πλοίαρχος ἐρωτηθεὶς παρ' ἡμῶν ἂν ἐπὶ τοῦ ἀτμοπλοίου ὑπάρχωσιν οἱ Οὐμπὲρ εὐθύμως εἶπε: «Οὐδέποτε ἐπεβίβασα τοιούτους ἐπιβάτας, δὲν γνωρίζω δὲ τίποτε περὶ αὐτῶν». <box>521 779 767 886</box>
divider <box>783 1652 1029 1653</box>
paragraph: Οἱ Δ. Θεοδίλης καὶ Δ. Ζαχαρίου διερχόμενοι ἐπὶ περιστροφοεντεραστισμοῦ κατὰ τὸ Φάληρον ἐτραυματίσθησαν ἐξ ἀμελείας. <box>1307 183 1573 244</box>
article-headline: ΕΚ ΠΕΙΡΑΙΩΣ <box>1089 1487 1247 1513</box>
subheadline: Ἡ Ἀναπληρωματικὴ ἐκλογὴ Ἀττικῆς <box>1068 1659 1268 1688</box>
divider <box>783 324 1029 325</box>
paragraph: Ἤρξατο ἤδη ἡ ὑποβολὴ τῶν ἐκθέσεων τῶν ἐπισκεπτῶν τῶν δασῶν περὶ τῆς καταστάσεως εἰς ἣν εὑρίσκονται ταῦτα. Ἐκ τῶν ἐκθέσεων τούτων φαίνεται ὅτι αἱ ζημίαι αἱ προξενηθεῖσαι εἰς τὰ δάση εἶνε σημαντικαί. <box>1045 997 1291 1089</box>
article-headline: ΕΠΕΤΥΧΕΝ Ο κ. ΓΟΥΔΕΛΗΣ Ο ΠΡΩΤΟΣ ΕΠΙΛΑΧΩΝ <box>787 1089 1025 1127</box>
paragraph: Συνιστῶ εἰς ὅσους πάσχουν ἐκ τοῦ ἀλγεινοῦ νοσήματος τῶν αἱμορροΐδων τὸν κ. Μακτῖν ὅστις θεραπεύει ἄνευ χειρουργικῆς ἐπεμβάσεως. Ὁδὸς Σόλωνος ἀριθ. 103. <box>1307 781 1573 858</box>
masthead <box>0 0 1600 120</box>
article-headline: ΘΕΡΑΠΕΙΑ ΑΙΜΟΡΡΟΪΔΩΝ <box>1326 758 1554 778</box>
article-headline: ΑΙ ΕΟΡΤΑΣΤΙΚΑΙ ΕΡΓΑΣΙΑΙ <box>791 480 1020 500</box>
divider <box>259 1191 505 1192</box>
